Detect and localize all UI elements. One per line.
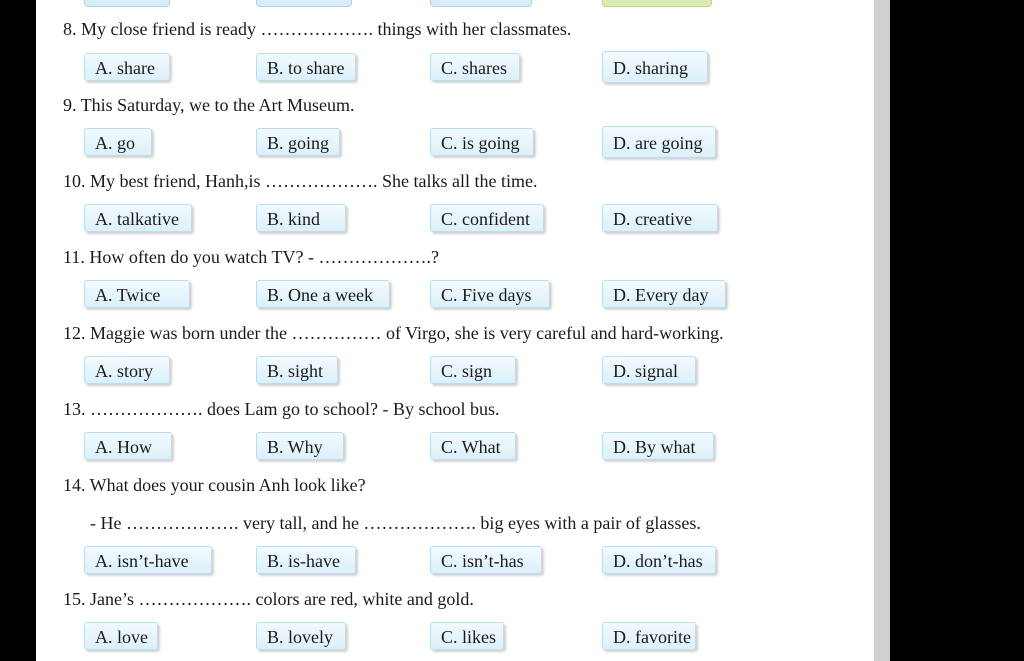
- option-c[interactable]: C. confident: [430, 204, 544, 232]
- option-c[interactable]: C. likes: [430, 622, 504, 650]
- option-a[interactable]: A. Twice: [84, 280, 190, 308]
- question-14: 14. What does your cousin Anh look like?: [63, 475, 366, 495]
- question-10: 10. My best friend, Hanh,is ………………. She talks all the time.: [63, 171, 538, 191]
- option-c[interactable]: C. shares: [430, 53, 520, 81]
- option-b[interactable]: B. Why: [256, 432, 344, 460]
- option-b[interactable]: B. sight: [256, 356, 338, 384]
- option-a[interactable]: A. share: [84, 53, 170, 81]
- previous-answer-highlight: [602, 0, 712, 7]
- previous-option-box: [84, 0, 170, 7]
- option-a[interactable]: A. love: [84, 622, 158, 650]
- option-c[interactable]: C. isn’t-has: [430, 546, 542, 574]
- option-a[interactable]: A. How: [84, 432, 172, 460]
- question-14-sentence: - He ………………. very tall, and he ………………. big eyes with a pair of glasses.: [90, 513, 701, 533]
- question-12: 12. Maggie was born under the …………… of Virgo, she is very careful and hard-working.: [63, 323, 724, 343]
- option-d[interactable]: D. Every day: [602, 280, 726, 308]
- page-edge-shadow: [874, 0, 890, 661]
- option-d[interactable]: D. creative: [602, 204, 718, 232]
- previous-option-box: [256, 0, 352, 7]
- option-a[interactable]: A. go: [84, 128, 152, 156]
- option-b[interactable]: B. One a week: [256, 280, 390, 308]
- option-b[interactable]: B. going: [256, 128, 340, 156]
- question-8: 8. My close friend is ready ………………. things with her classmates.: [63, 19, 572, 39]
- option-d[interactable]: D. don’t-has: [602, 546, 716, 574]
- option-b[interactable]: B. lovely: [256, 622, 346, 650]
- previous-option-box: [430, 0, 532, 7]
- option-a[interactable]: A. isn’t-have: [84, 546, 212, 574]
- option-c[interactable]: C. is going: [430, 128, 534, 156]
- question-11: 11. How often do you watch TV? - ……………….?: [63, 247, 439, 267]
- option-a[interactable]: A. talkative: [84, 204, 192, 232]
- option-d[interactable]: D. signal: [602, 356, 696, 384]
- option-b[interactable]: B. kind: [256, 204, 346, 232]
- option-b[interactable]: B. to share: [256, 53, 356, 81]
- option-a[interactable]: A. story: [84, 356, 170, 384]
- option-c[interactable]: C. sign: [430, 356, 516, 384]
- option-d[interactable]: D. sharing: [602, 51, 708, 83]
- option-c[interactable]: C. Five days: [430, 280, 550, 308]
- option-d[interactable]: D. are going: [602, 126, 716, 158]
- option-d[interactable]: D. favorite: [602, 622, 696, 650]
- option-b[interactable]: B. is-have: [256, 546, 356, 574]
- question-15: 15. Jane’s ………………. colors are red, white and gold.: [63, 589, 474, 609]
- option-c[interactable]: C. What: [430, 432, 516, 460]
- question-13: 13. ………………. does Lam go to school? - By school bus.: [63, 399, 500, 419]
- question-9: 9. This Saturday, we to the Art Museum.: [63, 95, 355, 115]
- option-d[interactable]: D. By what: [602, 432, 714, 460]
